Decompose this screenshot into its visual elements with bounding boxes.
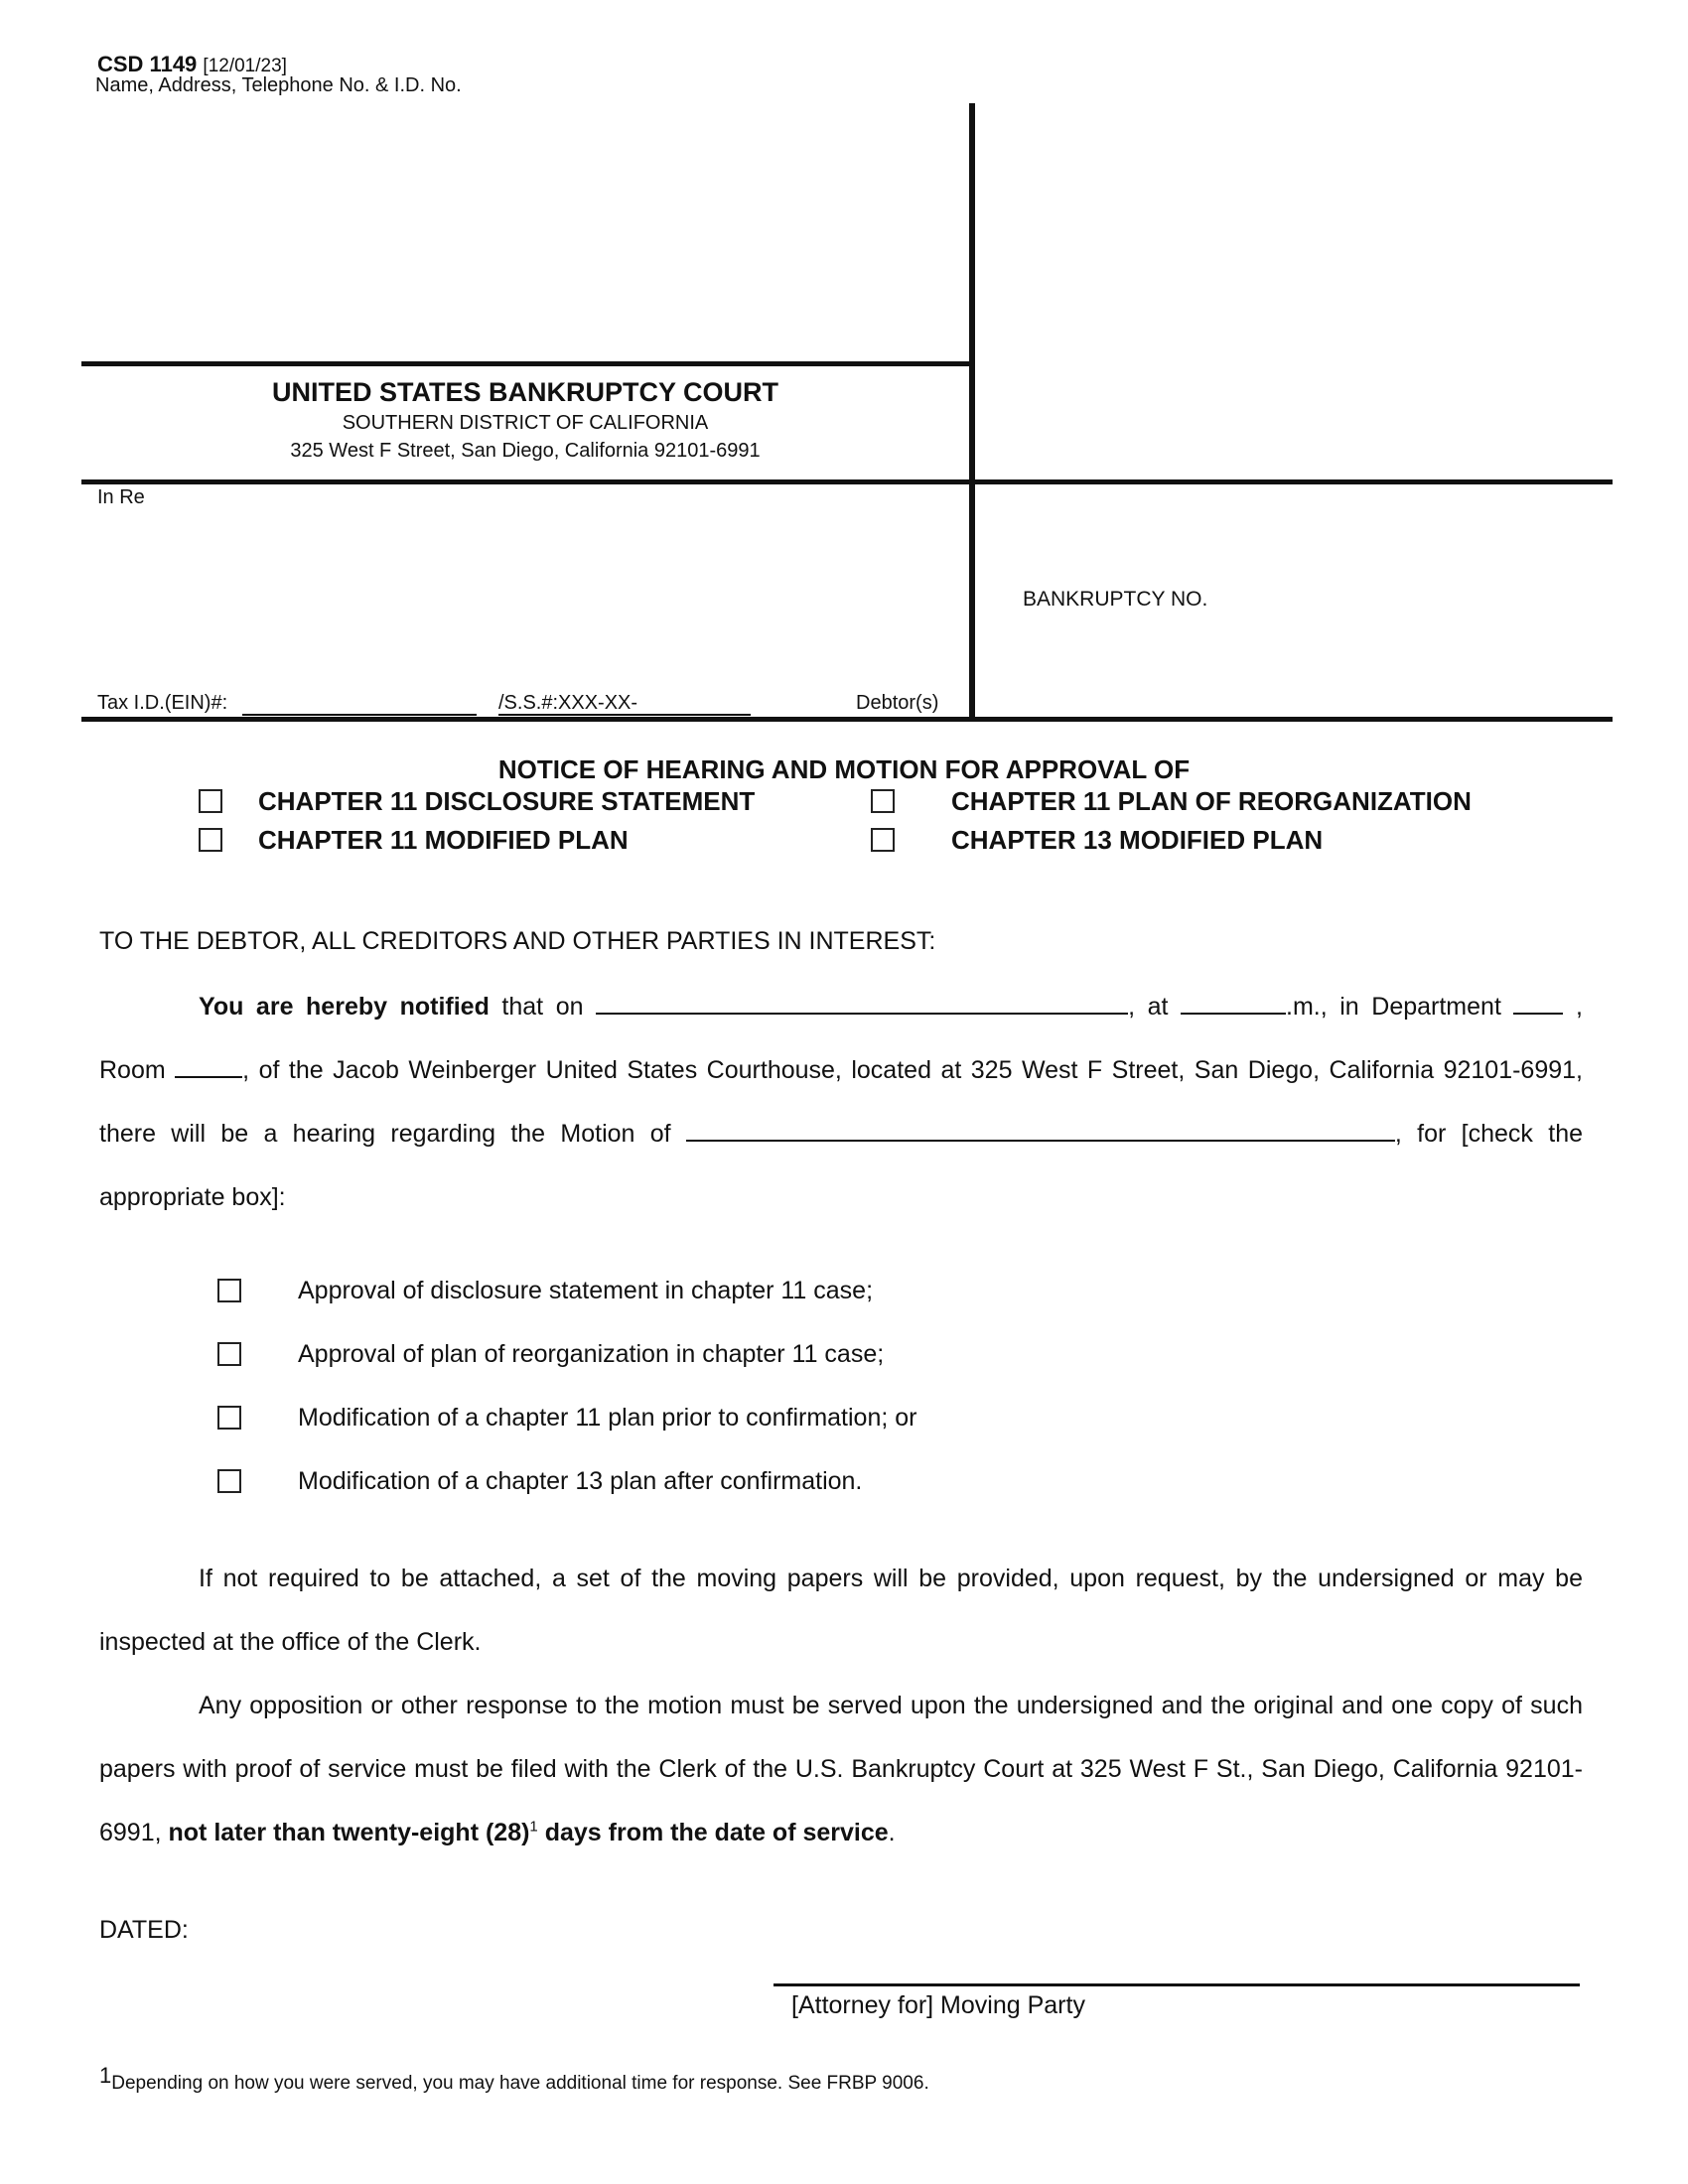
- attorney-box-bottom-rule: [81, 361, 972, 366]
- check-label-approval-disclosure-statement: Approval of disclosure statement in chapter 11 case;: [298, 1277, 874, 1304]
- ssn-label: /S.S.#:XXX-XX-: [498, 692, 638, 714]
- option-label-ch13-modified-plan: CHAPTER 13 MODIFIED PLAN: [951, 825, 1324, 855]
- tax-id-blank[interactable]: [242, 714, 477, 716]
- tax-id-label: Tax I.D.(EIN)#:: [97, 692, 228, 714]
- check-label-modification-ch13-plan: Modification of a chapter 13 plan after confirmation.: [298, 1467, 863, 1495]
- court-district: SOUTHERN DISTRICT OF CALIFORNIA: [342, 412, 709, 434]
- caption-bottom-rule: [81, 717, 1613, 722]
- in-re-label: In Re: [97, 486, 145, 508]
- court-box-bottom-rule: [81, 479, 1613, 484]
- hearing-date-blank[interactable]: [596, 988, 1128, 1015]
- name-address-label: Name, Address, Telephone No. & I.D. No.: [95, 74, 462, 96]
- deadline-text: not later than twenty-eight (28): [168, 1819, 530, 1846]
- dated-label: DATED:: [99, 1916, 189, 1944]
- option-checkbox-ch11-modified-plan[interactable]: [199, 828, 222, 852]
- option-checkbox-ch13-modified-plan[interactable]: [871, 828, 895, 852]
- department-blank[interactable]: [1513, 988, 1563, 1015]
- check-approval-disclosure-statement[interactable]: [217, 1279, 241, 1302]
- footnote: [99, 2063, 929, 2095]
- room-blank[interactable]: [175, 1051, 242, 1078]
- court-title: UNITED STATES BANKRUPTCY COURT: [271, 377, 778, 407]
- check-label-approval-plan-reorganization: Approval of plan of reorganization in chapter 11 case;: [298, 1340, 885, 1368]
- option-label-ch11-modified-plan: CHAPTER 11 MODIFIED PLAN: [258, 825, 629, 855]
- hearing-paragraph: You are hereby notified that on , at .m., in Department , Room , of the Jacob Weinberger United States Courthouse, located at 325 West F Street, San Diego, California 92101-6991, there will be a hearing regarding the Motion of , for [check the appropriate box]:: [99, 975, 1583, 1229]
- hereby-notified-text: You are hereby notified: [199, 993, 490, 1021]
- signature-label: [Attorney for] Moving Party: [791, 1991, 1085, 2019]
- footnote-reference: 1: [529, 1818, 538, 1836]
- footnote-marker: 1: [99, 2063, 112, 2088]
- debtors-label: Debtor(s): [856, 692, 939, 714]
- moving-papers-paragraph: If not required to be attached, a set of the moving papers will be provided, upon request, by the undersigned or may be inspected at the office of the Clerk.: [99, 1565, 1583, 1656]
- ssn-blank[interactable]: [498, 714, 751, 716]
- court-heading: [81, 375, 969, 465]
- check-approval-plan-reorganization[interactable]: [217, 1342, 241, 1366]
- option-checkbox-plan-of-reorganization[interactable]: [871, 789, 895, 813]
- salutation: TO THE DEBTOR, ALL CREDITORS AND OTHER PARTIES IN INTEREST:: [99, 927, 936, 955]
- form-revision: [12/01/23]: [203, 56, 287, 76]
- check-modification-ch11-plan[interactable]: [217, 1406, 241, 1430]
- hearing-time-blank[interactable]: [1181, 988, 1286, 1015]
- vertical-divider: [969, 103, 975, 719]
- form-code: CSD 1149: [97, 52, 198, 76]
- bankruptcy-no-label: BANKRUPTCY NO.: [1023, 588, 1208, 611]
- notice-title: NOTICE OF HEARING AND MOTION FOR APPROVAL OF: [497, 754, 1191, 784]
- option-label-plan-of-reorganization: CHAPTER 11 PLAN OF REORGANIZATION: [951, 786, 1472, 816]
- signature-line[interactable]: [774, 1983, 1580, 1986]
- footnote-text: Depending on how you were served, you may have additional time for response. See FRBP 9006.: [111, 2073, 929, 2094]
- option-label-disclosure-statement: CHAPTER 11 DISCLOSURE STATEMENT: [258, 786, 756, 816]
- opposition-paragraph: Any opposition or other response to the motion must be served upon the undersigned and the original and one copy of such papers with proof of service must be filed with the Clerk of the U.S. Bankruptcy Court at 325 West F St., San Diego, California 92101-6991, not later than twenty-eight $(28)^1$ days from the date of service.: [99, 1692, 1583, 1846]
- court-address: 325 West F Street, San Diego, California 92101-6991: [290, 440, 761, 462]
- check-label-modification-ch11-plan: Modification of a chapter 11 plan prior to confirmation; or: [298, 1404, 917, 1432]
- moving-party-blank[interactable]: [686, 1115, 1395, 1142]
- option-checkbox-disclosure-statement[interactable]: [199, 789, 222, 813]
- check-modification-ch13-plan[interactable]: [217, 1469, 241, 1493]
